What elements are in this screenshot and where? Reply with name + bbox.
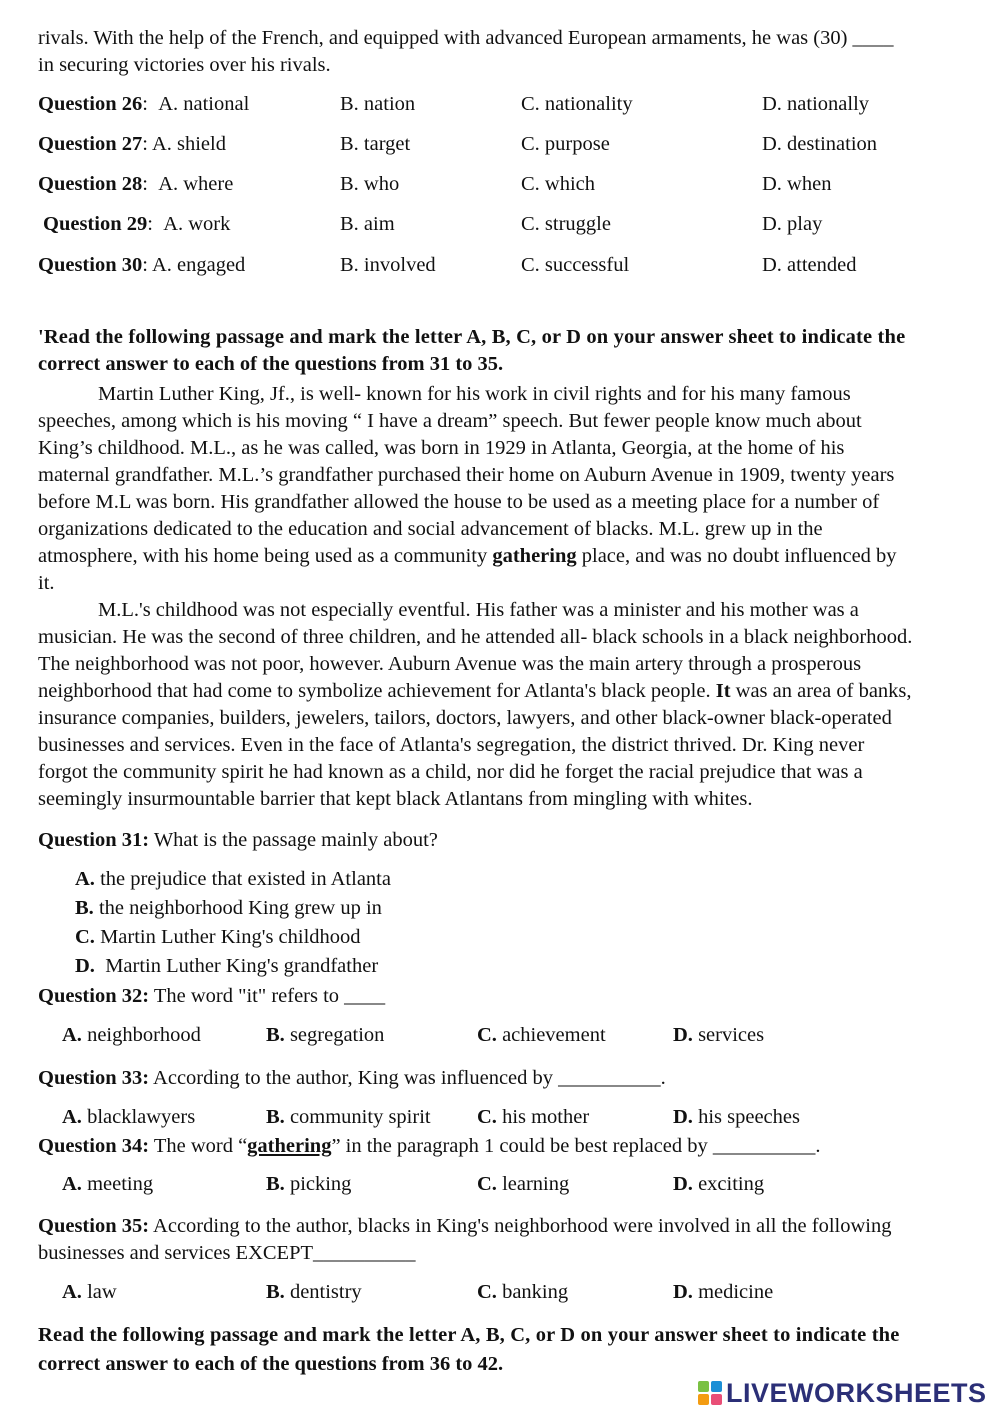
passage-line: M.L.'s childhood was not especially eventful. His father was a minister and his mother was a <box>98 599 859 621</box>
option-b[interactable]: B. segregation <box>266 1024 385 1046</box>
passage-line: neighborhood that had come to symbolize achievement for Atlanta's black people. It was an area of banks, <box>38 680 912 702</box>
question-label: Question 31: <box>38 829 150 851</box>
logo-square-pink <box>711 1394 722 1405</box>
question-text: According to the author, King was influenced by __________. <box>149 1067 666 1089</box>
instruction-31-35-line-1: 'Read the following passage and mark the letter A, B, C, or D on your answer sheet to indicate the <box>38 326 906 348</box>
option-b[interactable]: B. who <box>340 173 400 195</box>
option-a[interactable]: A. blacklawyers <box>62 1106 196 1128</box>
option-c[interactable]: C. which <box>521 173 596 195</box>
liveworksheets-logo-icon <box>698 1381 722 1405</box>
liveworksheets-logo[interactable] <box>698 1378 987 1408</box>
intro-line-1: rivals. With the help of the French, and equipped with advanced European armaments, he was (30) ____ <box>38 27 894 49</box>
option-b[interactable]: B. the neighborhood King grew up in <box>75 897 382 919</box>
option-c[interactable]: C. achievement <box>477 1024 606 1046</box>
option-a[interactable]: A. meeting <box>62 1173 154 1195</box>
option-a[interactable]: A. work <box>163 213 231 235</box>
question-label: Question 29 <box>43 213 148 235</box>
option-d[interactable]: D. exciting <box>673 1173 765 1195</box>
passage-line: forgot the community spirit he had known as a child, nor did he forget the racial prejudice that was a <box>38 761 863 783</box>
option-c[interactable]: C. struggle <box>521 213 611 235</box>
passage-line: it. <box>38 572 55 594</box>
option-b[interactable]: B. involved <box>340 254 436 276</box>
option-b[interactable]: B. nation <box>340 93 416 115</box>
passage-line: musician. He was the second of three children, and he attended all- black schools in a black neighborhood. <box>38 626 913 648</box>
intro-line-2: in securing victories over his rivals. <box>38 54 331 76</box>
question-label: Question 28 <box>38 173 143 195</box>
passage-line: The neighborhood was not poor, however. Auburn Avenue was the main artery through a prosperous <box>38 653 862 675</box>
underlined-word: gathering <box>247 1135 332 1157</box>
passage-line: atmosphere, with his home being used as a community gathering place, and was no doubt influenced by <box>38 545 897 567</box>
instruction-31-35-line-2: correct answer to each of the questions from 31 to 35. <box>38 353 504 375</box>
option-a[interactable]: A. engaged <box>151 254 246 276</box>
passage-line: insurance companies, builders, jewelers, tailors, doctors, lawyers, and other black-owner black-operated <box>38 707 892 729</box>
passage-line: Martin Luther King, Jf., is well- known for his work in civil rights and for his many famous <box>98 383 851 405</box>
logo-square-orange <box>698 1394 709 1405</box>
question-label: Question 34: <box>38 1135 150 1157</box>
option-c[interactable]: C. banking <box>477 1281 569 1303</box>
passage-line: before M.L was born. His grandfather allowed the house to be used as a meeting place for a number of <box>38 491 880 513</box>
option-c[interactable]: C. his mother <box>477 1106 590 1128</box>
passage-line: organizations dedicated to the education and social advancement of blacks. M.L. grew up in the <box>38 518 823 540</box>
option-a[interactable]: A. the prejudice that existed in Atlanta <box>75 868 391 890</box>
option-b[interactable]: B. aim <box>340 213 395 235</box>
passage-line: seemingly insurmountable barrier that kept black Atlantans from mingling with whites. <box>38 788 753 810</box>
option-d[interactable]: D. attended <box>762 254 857 276</box>
option-d[interactable]: D. when <box>762 173 832 195</box>
option-c[interactable]: C. Martin Luther King's childhood <box>75 926 361 948</box>
option-c[interactable]: C. purpose <box>521 133 610 155</box>
passage-line: King’s childhood. M.L., as he was called, was born in 1929 in Atlanta, Georgia, at the home of his <box>38 437 845 459</box>
option-d[interactable]: D. medicine <box>673 1281 774 1303</box>
passage-line: maternal grandfather. M.L.’s grandfather purchased their home on Auburn Avenue in 1909, twenty years <box>38 464 895 486</box>
option-d[interactable]: D. nationally <box>762 93 870 115</box>
option-a[interactable]: A. shield <box>151 133 226 155</box>
option-b[interactable]: B. picking <box>266 1173 352 1195</box>
question-label: Question 30 <box>38 254 143 276</box>
option-d[interactable]: D. play <box>762 213 823 235</box>
question-label: Question 35: <box>38 1215 150 1237</box>
question-label: Question 33: <box>38 1067 150 1089</box>
option-a[interactable]: A. neighborhood <box>62 1024 201 1046</box>
option-b[interactable]: B. community spirit <box>266 1106 431 1128</box>
highlight-it: It <box>715 680 731 702</box>
option-d[interactable]: D. destination <box>762 133 878 155</box>
option-c[interactable]: C. nationality <box>521 93 633 115</box>
logo-square-blue <box>711 1381 722 1392</box>
question-label: Question 26 <box>38 93 143 115</box>
question-text: According to the author, blacks in King's neighborhood were involved in all the following <box>149 1215 892 1237</box>
option-b[interactable]: B. target <box>340 133 411 155</box>
option-d[interactable]: D. services <box>673 1024 765 1046</box>
logo-square-green <box>698 1381 709 1392</box>
option-d[interactable]: D. his speeches <box>673 1106 800 1128</box>
question-label: Question 27 <box>38 133 143 155</box>
option-c[interactable]: C. learning <box>477 1173 570 1195</box>
liveworksheets-logo-text: LIVEWORKSHEETS <box>726 1377 987 1408</box>
instruction-36-42-line-1: Read the following passage and mark the letter A, B, C, or D on your answer sheet to indicate the <box>38 1324 900 1346</box>
question-label: Question 32: <box>38 985 150 1007</box>
question-text-2: businesses and services EXCEPT__________ <box>38 1242 416 1264</box>
option-a[interactable]: A. law <box>62 1281 117 1303</box>
passage-line: speeches, among which is his moving “ I have a dream” speech. But fewer people know much about <box>38 410 862 432</box>
question-text: The word "it" refers to ____ <box>149 985 386 1007</box>
highlight-gathering: gathering <box>492 545 577 567</box>
instruction-36-42-line-2: correct answer to each of the questions from 36 to 42. <box>38 1353 504 1375</box>
passage-line: businesses and services. Even in the face of Atlanta's segregation, the district thrived. Dr. King never <box>38 734 865 756</box>
option-c[interactable]: C. successful <box>521 254 630 276</box>
option-d[interactable]: D. Martin Luther King's grandfather <box>75 955 379 977</box>
option-b[interactable]: B. dentistry <box>266 1281 362 1303</box>
option-a[interactable]: A. national <box>158 93 250 115</box>
question-text: What is the passage mainly about? <box>149 829 438 851</box>
option-a[interactable]: A. where <box>158 173 234 195</box>
